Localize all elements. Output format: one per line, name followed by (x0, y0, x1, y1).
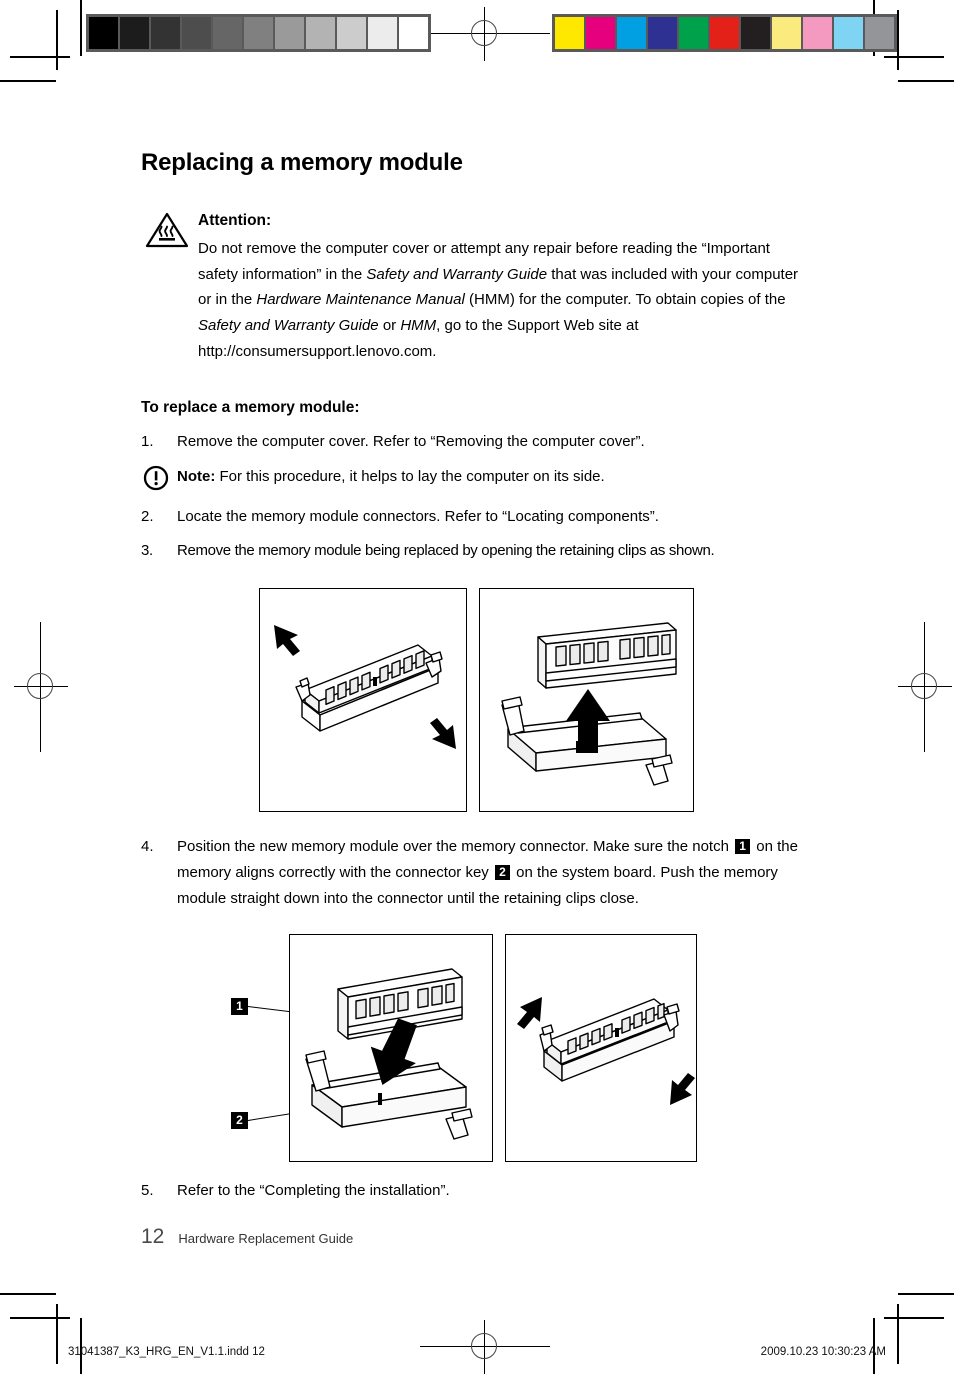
step-number: 3. (141, 542, 153, 560)
callout-badge-2: 2 (231, 1112, 248, 1129)
arrow-up-left (274, 625, 300, 656)
procedure-step-4 (141, 834, 813, 911)
procedure-subheading: To replace a memory module: (141, 398, 360, 416)
procedure-step-3 (141, 538, 813, 564)
step4-part2: on the memory aligns correctly with the connector key (177, 838, 798, 882)
note-text: For this procedure, it helps to lay the computer on its side. (215, 467, 605, 485)
step4-part1: Position the new memory module over the memory connector. Make sure the notch (177, 838, 734, 856)
figure-dimm-clips-closing (505, 934, 697, 1162)
note-label: Note: (177, 467, 216, 485)
procedure-step-2 (141, 504, 813, 530)
attention-line-5: , go to the Support Web site at http://consumersupport.lenovo.com. (198, 317, 639, 361)
note-block (141, 464, 813, 494)
step-text: Refer to the “Completing the installation”. (177, 1181, 450, 1199)
attention-body (198, 236, 813, 365)
step-number: 2. (141, 507, 154, 525)
step-number: 1. (141, 432, 154, 450)
page-footer (141, 1225, 353, 1249)
step4-part3: on the system board. Push the memory module straight down into the connector until the retaining clips close. (177, 864, 778, 907)
hot-surface-warning-icon (145, 211, 189, 249)
page-title: Replacing a memory module (141, 149, 463, 176)
figure-row-removal (141, 580, 813, 812)
figure-dimm-clips-opening (259, 588, 467, 812)
callout-badge-1: 1 (231, 998, 248, 1015)
attention-line-2b: that was (547, 265, 608, 283)
procedure-step-5 (141, 1178, 813, 1204)
arrow-push-left-up (670, 1073, 695, 1105)
arrow-down-right (430, 718, 456, 749)
page-number: 12 (141, 1225, 165, 1248)
attention-italic-swg-1: Safety and Warranty Guide (366, 265, 548, 283)
figure-dimm-inserting-down (289, 934, 493, 1162)
step-number: 5. (141, 1181, 154, 1199)
figure-dimm-lifted-out (479, 588, 694, 812)
attention-notice (141, 210, 813, 364)
callout-badge-2-inline: 2 (495, 865, 510, 880)
attention-italic-swg-2: Safety and Warranty Guide (198, 317, 379, 335)
step-text: Locate the memory module connectors. Refer to “Locating components”. (177, 507, 659, 525)
arrow-push-right-down (517, 997, 542, 1029)
attention-line-1: Do not remove the computer cover or attempt any repair before reading the (198, 239, 698, 257)
procedure-step-1 (141, 429, 813, 455)
step-text: Remove the computer cover. Refer to “Removing the computer cover”. (177, 432, 645, 450)
attention-line-4a: for the computer. To obtain copies of the (518, 291, 786, 309)
attention-italic-hmm: Hardware Maintenance Manual (256, 291, 465, 309)
page-content (141, 150, 813, 1212)
attention-heading: Attention: (198, 212, 272, 230)
callout-badge-1-inline: 1 (735, 839, 750, 854)
attention-line-3a: included with your computer or in the (198, 265, 799, 309)
exclamation-circle-icon (143, 465, 169, 491)
step-text: Remove the memory module being replaced by opening the retaining clips as shown. (177, 542, 715, 560)
figure-row-installation (141, 926, 813, 1162)
imprint-filename: 31041387_K3_HRG_EN_V1.1.indd 12 (68, 1346, 265, 1358)
attention-line-2a: “Important safety information” in the (198, 239, 770, 283)
attention-line-4b: or (378, 317, 397, 335)
attention-line-3b: (HMM) (464, 291, 515, 309)
imprint-timestamp: 2009.10.23 10:30:23 AM (760, 1346, 886, 1358)
step-number: 4. (141, 838, 154, 856)
footer-guide-title: Hardware Replacement Guide (178, 1231, 354, 1246)
attention-italic-hmm-2: HMM (400, 317, 437, 335)
